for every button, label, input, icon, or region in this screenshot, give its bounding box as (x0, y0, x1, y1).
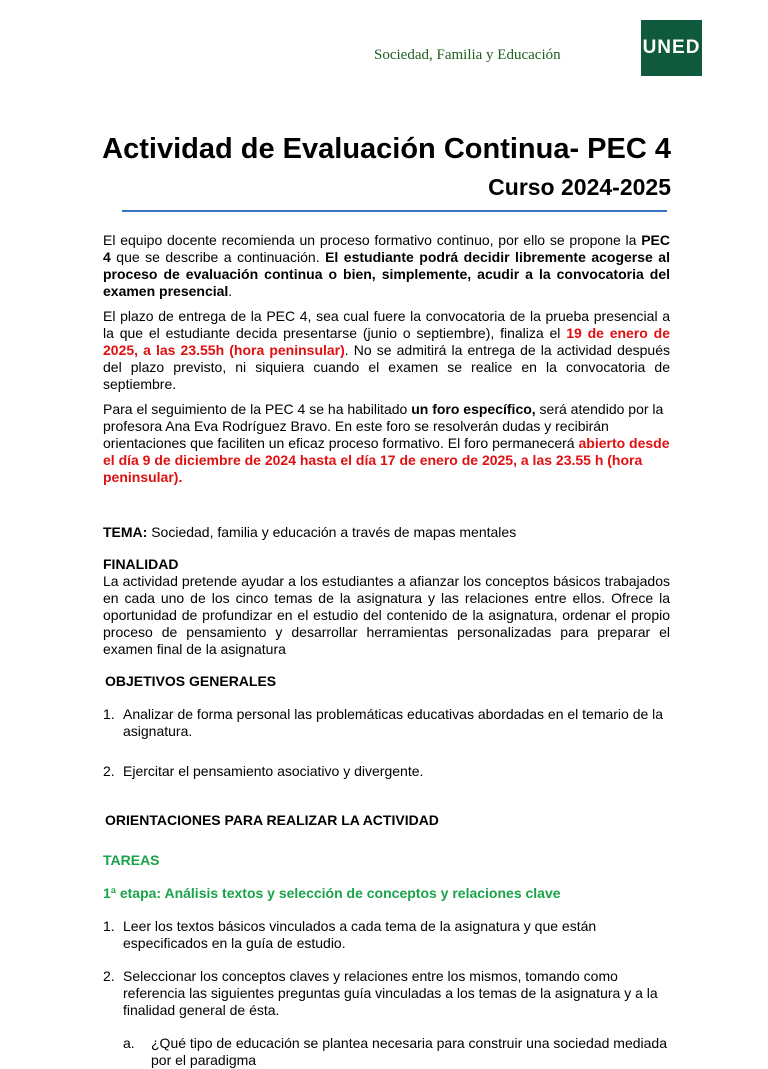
sub-question (123, 1035, 670, 1069)
item-number: 2. (103, 968, 115, 984)
deadline-highlight: 19 de enero de 2025, a las 23.55h (hora peninsular) (103, 325, 670, 358)
pec-label: PEC 4 (103, 232, 670, 265)
course-year: Curso 2024-2025 (488, 174, 671, 200)
text-run: que se describe a continuación. (110, 249, 326, 265)
item-text: Analizar de forma personal las problemáticas educativas abordadas en el temario de la asignatura. (123, 706, 664, 739)
tema-label: TEMA: (103, 524, 148, 540)
tareas-list (103, 918, 670, 1019)
text-run: será atendido por la profesora Ana Eva Rodríguez Bravo. En este foro se resolverán dudas y recibirán orientaciones que faciliten un eficaz proceso formativo. El foro permanecerá (103, 401, 664, 451)
tema-text: Sociedad, familia y educación a través de mapas mentales (147, 524, 517, 540)
item-number: 1. (103, 918, 115, 934)
intro-paragraph-1 (103, 232, 670, 300)
text-run: . No se admitirá la entrega de la actividad después del plazo previsto, ni siquiera cuando el examen se realice en la convocatoria de septiembre. (103, 342, 670, 392)
tema-line (103, 524, 670, 541)
document-title: Actividad de Evaluación Continua- PEC 4 (102, 133, 671, 165)
etapa-heading: 1ª etapa: Análisis textos y selección de conceptos y relaciones clave (103, 885, 561, 901)
uned-logo: UNED (641, 20, 702, 76)
finalidad-heading: FINALIDAD (103, 556, 179, 572)
objetivos-list (103, 706, 670, 780)
item-number: 1. (103, 706, 115, 722)
sub-letter: a. (123, 1035, 135, 1051)
text-run: El equipo docente recomienda un proceso formativo continuo, por ello se propone la (103, 232, 642, 248)
intro-paragraph-3 (103, 401, 670, 486)
item-text: Ejercitar el pensamiento asociativo y divergente. (123, 763, 424, 779)
document-body (103, 232, 670, 1069)
item-text: Leer los textos básicos vinculados a cada tema de la asignatura y que están especificados en la guía de estudio. (123, 918, 597, 951)
sub-text: ¿Qué tipo de educación se plantea necesaria para construir una sociedad mediada por el paradigma (151, 1035, 667, 1068)
list-item (103, 918, 670, 952)
list-item (103, 968, 670, 1019)
item-number: 2. (103, 763, 115, 779)
forum-label: un foro específico, (411, 401, 536, 417)
text-run: . (228, 283, 233, 299)
text-run: Para el seguimiento de la PEC 4 se ha habilitado (103, 401, 412, 417)
forum-dates-highlight: abierto desde el día 9 de diciembre de 2024 hasta el día 17 de enero de 2025, a las 23.55 h (hora peninsular). (103, 435, 670, 485)
list-item (103, 763, 670, 780)
title-divider (122, 210, 667, 212)
tareas-heading: TAREAS (103, 852, 160, 868)
item-text: Seleccionar los conceptos claves y relaciones entre los mismos, tomando como referencia las siguientes preguntas guía vinculadas a los temas de la asignatura y a la finalidad general de ésta. (123, 968, 658, 1018)
orientaciones-heading: ORIENTACIONES PARA REALIZAR LA ACTIVIDAD (105, 812, 439, 828)
list-item (103, 706, 670, 740)
intro-paragraph-2 (103, 308, 670, 393)
objetivos-heading: OBJETIVOS GENERALES (105, 673, 277, 689)
text-run: El plazo de entrega de la PEC 4, sea cual fuere la convocatoria de la prueba presencial a la que el estudiante decida presentarse (junio o septiembre), finaliza el (103, 308, 670, 341)
finalidad-text: La actividad pretende ayudar a los estudiantes a afianzar los conceptos básicos trabajados en cada uno de los cinco temas de la asignatura y las relaciones entre ellos. Ofrece la oportunidad de profundizar en el estudio del contenido de la asignatura, ordenar el propio proceso de pensamiento y desarrollar herramientas personalizadas para preparar el examen final de la asignatura (103, 573, 670, 657)
bold-statement: El estudiante podrá decidir libremente acogerse al proceso de evaluación continua o bien, simplemente, acudir a la convocatoria del examen presencial (103, 249, 670, 299)
subject-name: Sociedad, Familia y Educación (374, 47, 561, 63)
